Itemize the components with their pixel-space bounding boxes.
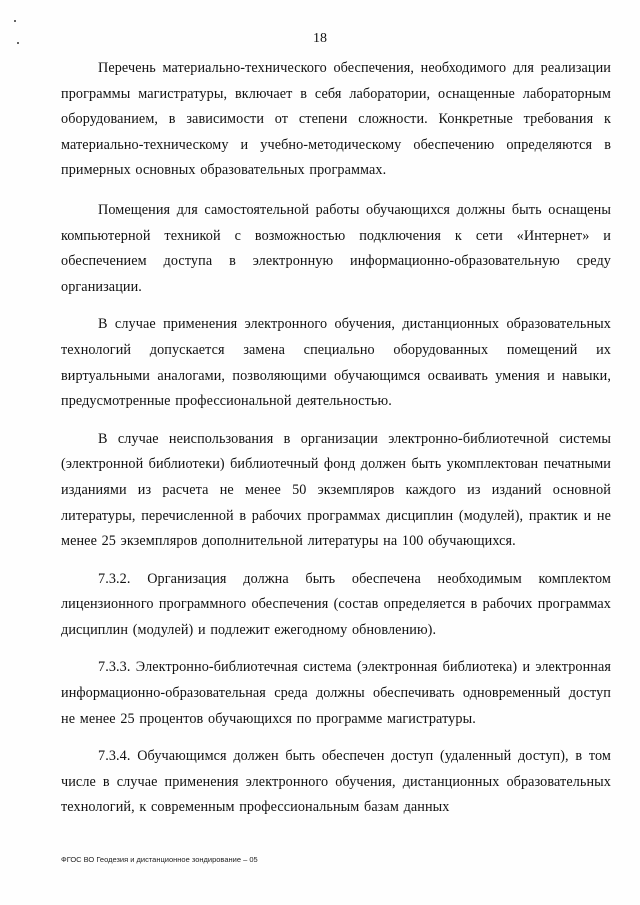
paragraph-self-study-rooms: Помещения для самостоятельной работы обучающихся должны быть оснащены компьютерной техникой с возможностью подключения к сети «Интернет» и обеспечением доступа в электронную информационно-образовательную среду организации. (61, 201, 611, 295)
paragraph-7-3-2: 7.3.2. Организация должна быть обеспечена необходимым комплектом лицензионного программного обеспечения (состав определяется в рабочих программах дисциплин (модулей) и подлежит ежегодному обновлению). (61, 570, 611, 638)
paragraph-equipment: Перечень материально-технического обеспечения, необходимого для реализации программы магистратуры, включает в себя лаборатории, оснащенные лабораторным оборудованием, в зависимости от степени сложности. Конкретные требования к материально-техническому и учебно-методическому обеспечению определяются в примерных основных образовательных программах. (61, 60, 611, 179)
paragraph-e-learning: В случае применения электронного обучения, дистанционных образовательных технологий допускается замена специально оборудованных помещений их виртуальными аналогами, позволяющими обучающимся осваивать умения и навыки, предусмотренные профессиональной деятельностью. (61, 316, 611, 410)
document-body (61, 56, 611, 833)
page-footer: ФГОС ВО Геодезия и дистанционное зондирование – 05 (61, 855, 258, 864)
scan-speck (14, 20, 16, 22)
paragraph-7-3-4: 7.3.4. Обучающимся должен быть обеспечен доступ (удаленный доступ), в том числе в случае применения электронного обучения, дистанционных образовательных технологий, к современным профессиональным базам данных (61, 748, 611, 816)
page-number: 18 (313, 31, 327, 46)
paragraph-7-3-3: 7.3.3. Электронно-библиотечная система (электронная библиотека) и электронная информационно-образовательная среда должны обеспечивать одновременный доступ не менее 25 процентов обучающихся по программе магистратуры. (61, 659, 611, 727)
paragraph-library-fund: В случае неиспользования в организации электронно-библиотечной системы (электронной библиотеки) библиотечный фонд должен быть укомплектован печатными изданиями из расчета не менее 50 экземпляров каждого из изданий основной литературы, перечисленной в рабочих программах дисциплин (модулей), практик и не менее 25 экземпляров дополнительной литературы на 100 обучающихся. (61, 430, 611, 550)
